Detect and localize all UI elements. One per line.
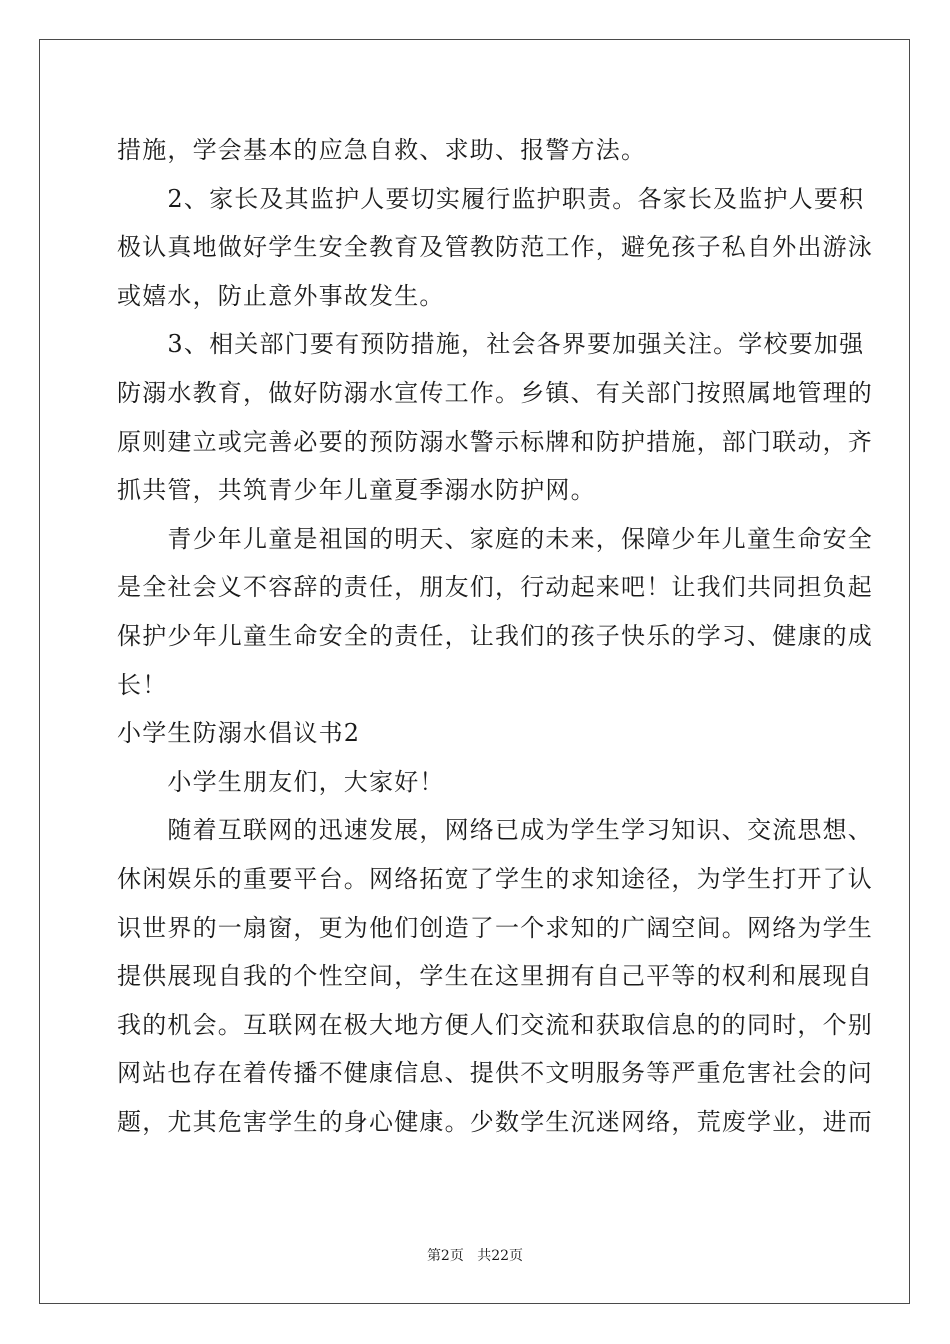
- text-line: 识世界的一扇窗，更为他们创造了一个求知的广阔空间。网络为学生: [117, 913, 873, 942]
- document-body: [117, 126, 873, 1146]
- text-line: 我的机会。互联网在极大地方便人们交流和获取信息的的同时，个别: [117, 1010, 873, 1039]
- text-line: 随着互联网的迅速发展，网络已成为学生学习知识、交流思想、: [117, 816, 873, 845]
- page-footer: [0, 1246, 950, 1266]
- text-line: 抓共管，共筑青少年儿童夏季溺水防护网。: [117, 476, 596, 505]
- text-line: 青少年儿童是祖国的明天、家庭的未来，保障少年儿童生命安全: [117, 524, 873, 553]
- text-line: 保护少年儿童生命安全的责任，让我们的孩子快乐的学习、健康的成: [117, 621, 873, 650]
- text-line: 休闲娱乐的重要平台。网络拓宽了学生的求知途径，为学生打开了认: [117, 864, 873, 893]
- text-line: 题，尤其危害学生的身心健康。少数学生沉迷网络，荒废学业，进而: [117, 1107, 873, 1136]
- text-line: 3、相关部门要有预防措施，社会各界要加强关注。学校要加强: [117, 330, 865, 359]
- page-number: 第2页: [426, 1248, 464, 1264]
- text-line: 极认真地做好学生安全教育及管教防范工作，避免孩子私自外出游泳: [117, 233, 873, 262]
- text-line: 网站也存在着传播不健康信息、提供不文明服务等严重危害社会的问: [117, 1059, 873, 1088]
- text-line: 提供展现自我的个性空间，学生在这里拥有自己平等的权利和展现自: [117, 962, 873, 991]
- text-line: 长！: [117, 670, 168, 699]
- text-line: 小学生朋友们，大家好！: [117, 767, 445, 796]
- text-line: 或嬉水，防止意外事故发生。: [117, 281, 445, 310]
- text-line: 措施，学会基本的应急自救、求助、报警方法。: [117, 136, 647, 164]
- text-line: 是全社会义不容辞的责任，朋友们，行动起来吧！让我们共同担负起: [117, 573, 873, 602]
- text-line: 原则建立或完善必要的预防溺水警示标牌和防护措施，部门联动，齐: [117, 427, 873, 456]
- page-total: 共22页: [477, 1248, 524, 1264]
- text-line: 防溺水教育，做好防溺水宣传工作。乡镇、有关部门按照属地管理的: [117, 378, 873, 407]
- text-line: 2、家长及其监护人要切实履行监护职责。各家长及监护人要积: [117, 184, 865, 213]
- section-heading: 小学生防溺水倡议书2: [117, 719, 361, 748]
